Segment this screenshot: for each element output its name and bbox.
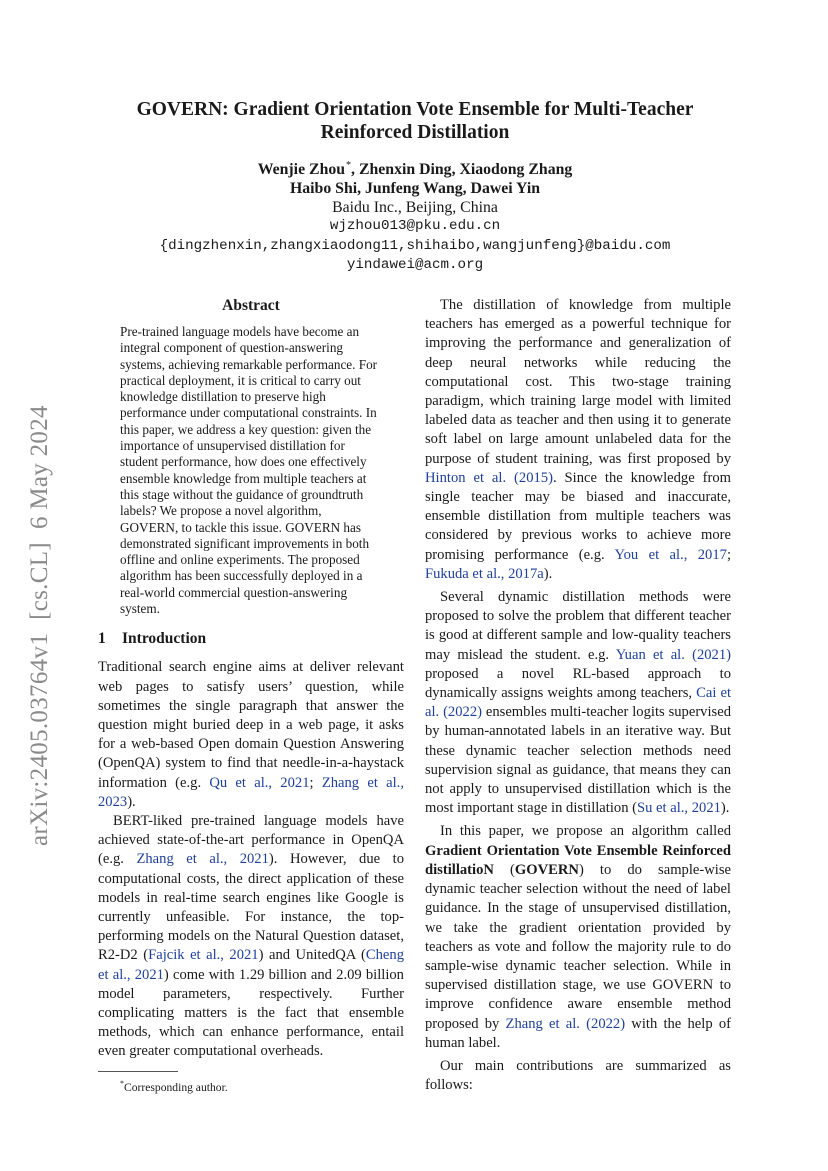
footnote-text: Corresponding author. (124, 1080, 228, 1094)
intro-paragraph-1 (98, 658, 404, 812)
title-line-2: Reinforced Distillation (320, 122, 510, 143)
text-run: ). However, due to computational costs, the direct application of these models in real-time search engines like Google is currently unfeasible. For instance, the top-performing models on the Natural Question dataset, R2-D2 ( (98, 851, 404, 964)
citation-link[interactable]: Cai et al. (2022) (425, 685, 731, 721)
body-paragraph-4: Our main contributions are summarized as follows: (425, 1057, 731, 1094)
section-heading-introduction (98, 630, 404, 648)
text-run: with the help of human label. (425, 1015, 731, 1051)
text-run: Traditional search engine aims at deliver relevant web pages to satisfy users’ question, while sometimes the single paragraph that answer the question might buried deep in a web page, it asks for a web-based Open domain Question Answering (OpenQA) system to find that needle-in-a-haystack information (e.g. (98, 659, 404, 791)
text-run: ; (726, 546, 731, 563)
citation-link[interactable]: Fajcik et al., 2021 (148, 947, 259, 964)
citation-link[interactable]: Qu et al., 2021 (209, 774, 310, 791)
text-run: In this paper, we propose an algorithm called (440, 823, 731, 840)
citation-link[interactable]: Zhang et al. (2022) (505, 1015, 626, 1032)
abstract-heading: Abstract (222, 297, 280, 314)
citation-link[interactable]: Zhang et al., 2021 (136, 851, 269, 868)
authors-line-2: Haibo Shi, Junfeng Wang, Dawei Yin (289, 180, 541, 197)
footnote (98, 1077, 404, 1095)
section-number: 1 (98, 630, 106, 648)
citation-link[interactable]: Zhang et al., 2023 (98, 774, 404, 810)
arxiv-identifier-text: arXiv:2405.03764v1 [cs.CL] 6 May 2024 (26, 405, 53, 846)
method-acronym-bold: GOVERN (514, 861, 579, 878)
text-run: BERT-liked pre-trained language models have achieved state-of-the-art performance in OpenQA (e.g. (98, 812, 404, 868)
email-2: {dingzhenxin,zhangxiaodong11,shihaibo,wangjunfeng}@baidu.com (159, 237, 671, 254)
text-run: ) come with 1.29 billion and 2.09 billion model parameters, respectively. Further complicating matters is the fact that ensemble methods, which can enhance performance, entail even greater computational overheads. (98, 966, 404, 1060)
body-paragraph-1 (425, 296, 731, 584)
text-run: ) to do sample-wise dynamic teacher selection without the need of label guidance. In the stage of unsupervised distillation, we take the gradient orientation provided by teachers as vote and follow the majority rule to do sample-wise dynamic teacher selection. While in supervised distillation stage, we use GOVERN to improve confidence aware ensemble method proposed by (425, 861, 731, 1032)
email-3: yindawei@acm.org (346, 257, 484, 273)
body-paragraph-2 (425, 588, 731, 818)
footnote-mark: * (120, 1078, 124, 1088)
text-run: ) and UnitedQA ( (258, 947, 366, 964)
paper-title (100, 98, 730, 144)
paper-header (100, 98, 730, 276)
text-run: ). (720, 800, 730, 817)
citation-link[interactable]: You et al., 2017 (614, 546, 727, 563)
title-line-1: GOVERN: Gradient Orientation Vote Ensemble for Multi-Teacher (136, 99, 694, 120)
text-run: . Since the knowledge from single teacher may be biased and inaccurate, ensemble distillation from multiple teachers was considered by previous works to achieve more promising performance (e.g. (425, 469, 731, 563)
body-paragraph-3 (425, 822, 731, 1052)
text-run: ; (309, 774, 322, 791)
email-1: wjzhou013@pku.edu.cn (329, 218, 501, 234)
author-corresponding: Wenjie Zhou (257, 161, 346, 178)
section-title: Introduction (122, 630, 207, 648)
affiliation: Baidu Inc., Beijing, China (332, 199, 498, 216)
text-run: proposed a novel RL-based approach to dynamically assigns weights among teachers, (425, 665, 731, 702)
citation-link[interactable]: Hinton et al. (2015) (425, 469, 553, 486)
author-list (100, 156, 730, 198)
corresponding-author-mark: * (346, 160, 352, 171)
arxiv-identifier-stamp (17, 366, 57, 846)
left-column (98, 296, 404, 1094)
text-run: ( (493, 861, 515, 878)
text-run: Several dynamic distillation methods were proposed to solve the problem that different teacher is good at different sample and low-quality teachers may mislead the student. e.g. (425, 589, 731, 663)
footnote-divider (98, 1071, 178, 1072)
authors-line-1-rest: , Zhenxin Ding, Xiaodong Zhang (351, 161, 573, 178)
intro-paragraph-2 (98, 812, 404, 1062)
text-run: ). (543, 565, 553, 582)
right-column (425, 296, 731, 1095)
abstract-text: Pre-trained language models have become an integral component of question-answering systems, achieving remarkable performance. For practical deployment, it is critical to carry out knowledge distillation to preserve high performance under computational constraints. In this paper, we address a key question: given the importance of unsupervised distillation for student performance, how does one effectively ensemble knowledge from multiple teachers at this stage without the guidance of groundtruth labels? We propose a novel algorithm, GOVERN, to tackle this issue. GOVERN has demonstrated significant improvements in both offline and online experiments. The proposed algorithm has been successfully deployed in a real-world commercial question-answering system. (120, 324, 378, 617)
text-run: The distillation of knowledge from multiple teachers has emerged as a powerful technique for improving the performance and generalization of deep neural networks while reducing the computational cost. This two-stage training paradigm, which training large model with limited labeled data as teacher and then using it to generate soft label on large amount unlabeled data for the purpose of student training, was first proposed by (425, 297, 731, 467)
citation-link[interactable]: Yuan et al. (2021) (615, 646, 731, 663)
citation-link[interactable]: Cheng et al., 2021 (98, 947, 404, 983)
citation-link[interactable]: Su et al., 2021 (637, 800, 721, 817)
text-run: ). (127, 793, 136, 810)
method-name-bold: Gradient Orientation Vote Ensemble Reinforced distillatioN (425, 842, 731, 878)
citation-link[interactable]: Fukuda et al., 2017a (425, 565, 544, 582)
text-run: ensembles multi-teacher logits supervised by human-annotated labels in an iterative way. But these dynamic teacher selection methods need supervision signal as guidance, that means they can not apply to unsupervised distillation which is the most important stage in distillation ( (425, 704, 731, 817)
